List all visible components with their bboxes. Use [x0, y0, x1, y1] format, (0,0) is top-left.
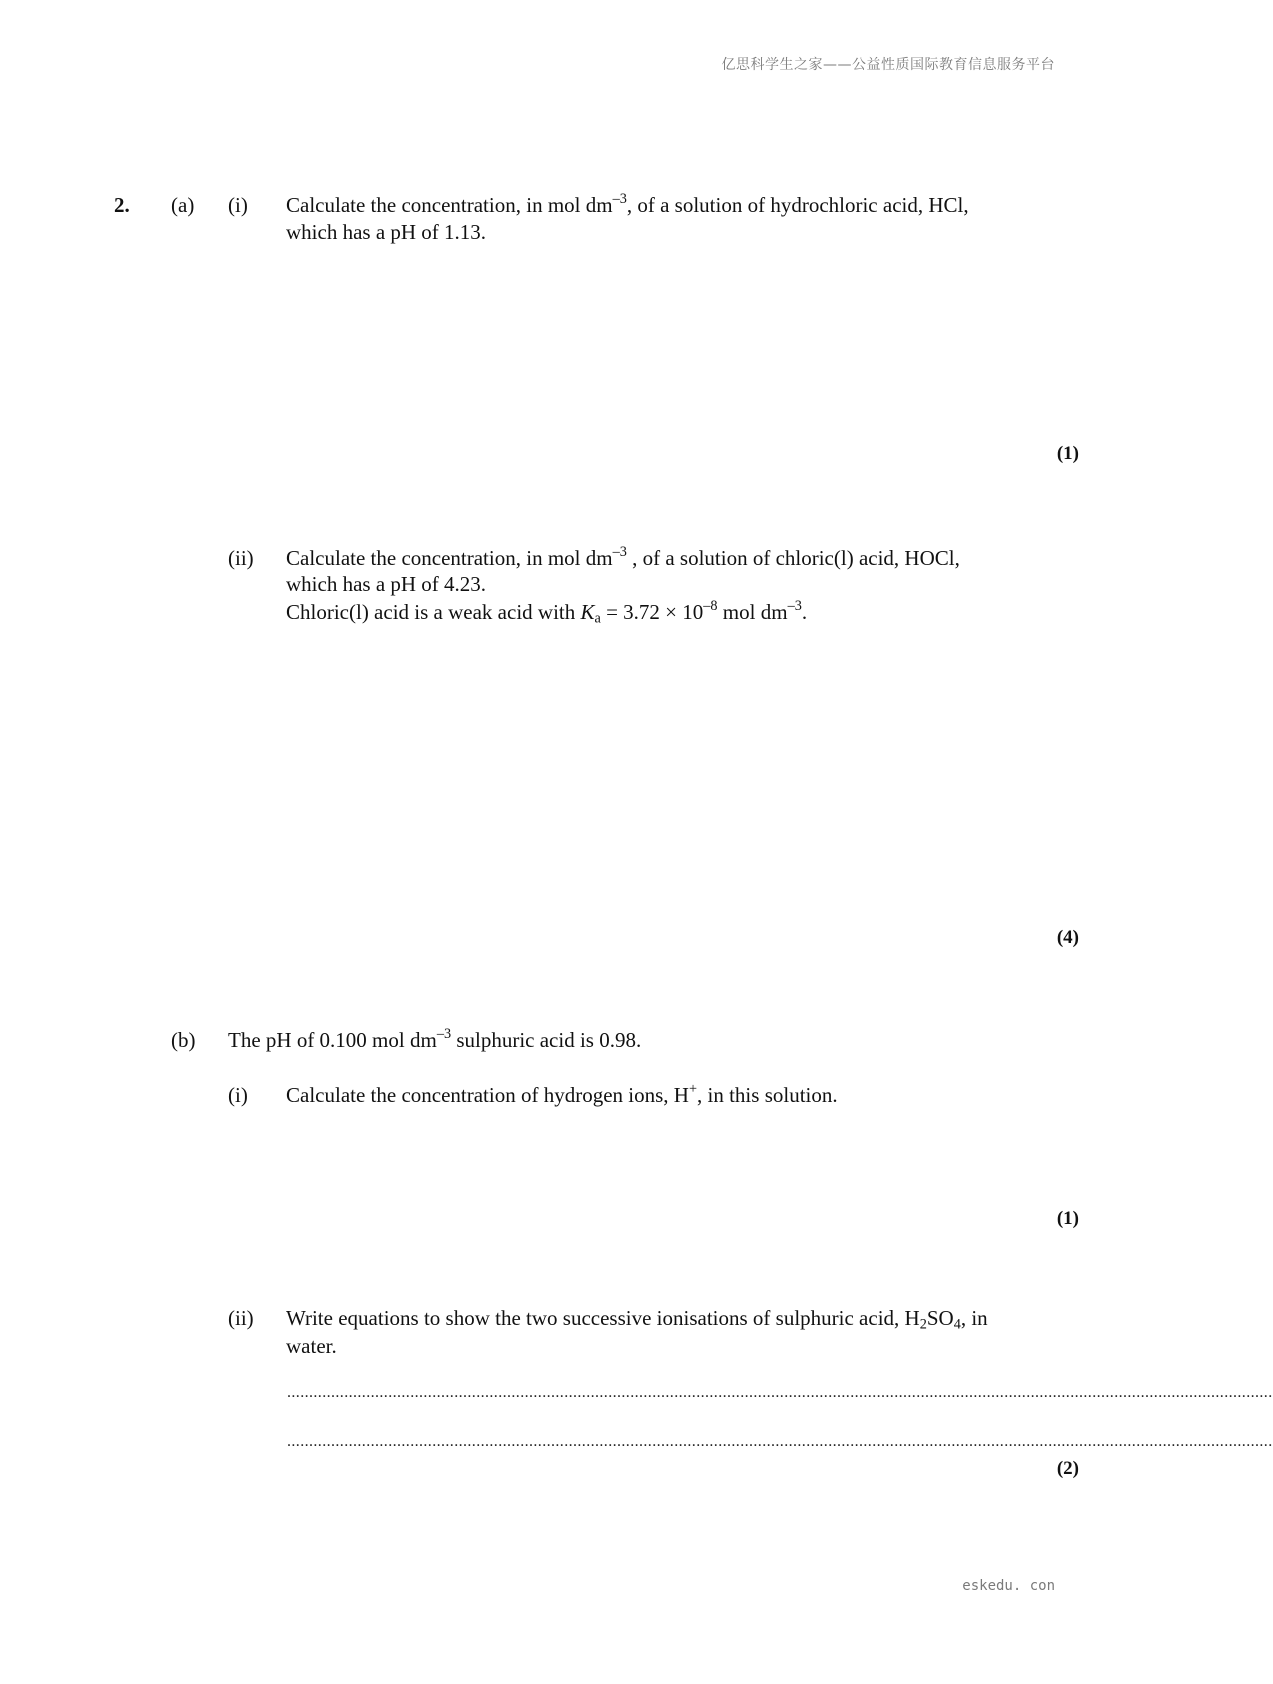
- footer-site-text: eskedu. con: [962, 1578, 1055, 1594]
- part-b-ii-line1-continuation: , in: [960, 1306, 988, 1330]
- part-a-label: (a): [171, 193, 195, 217]
- part-a-i-line1-superscript: –3: [612, 191, 627, 208]
- part-b-ii-line1-text: Write equations to show the two successive ionisations of sulphuric acid, H: [286, 1306, 920, 1330]
- ka-subscript: a: [594, 610, 601, 627]
- part-b-stem-continuation: sulphuric acid is 0.98.: [451, 1028, 642, 1052]
- part-a-i-label: (i): [228, 193, 248, 217]
- ka-symbol: K: [580, 600, 595, 624]
- part-a-ii-line1-superscript: –3: [612, 544, 627, 561]
- part-b-label: (b): [171, 1028, 196, 1052]
- part-b-i-marks: (1): [1056, 1208, 1079, 1229]
- part-b-ii-label: (ii): [228, 1306, 254, 1330]
- h2-subscript: 2: [919, 1316, 927, 1333]
- part-a-ii-line2: which has a pH of 4.23.: [286, 572, 487, 596]
- part-a-ii-line3-text: Chloric(l) acid is a weak acid with: [286, 600, 581, 624]
- part-b-stem-text: The pH of 0.100 mol dm: [228, 1028, 437, 1052]
- part-a-i-line2: which has a pH of 1.13.: [286, 220, 487, 244]
- part-a-ii-line1-continuation: , of a solution of chloric(l) acid, HOCl,: [626, 546, 960, 570]
- answer-line-2[interactable]: ................................................................................................................................................................................................................................: [287, 1433, 1273, 1450]
- answer-line-1[interactable]: ................................................................................................................................................................................................................................: [287, 1384, 1273, 1401]
- part-a-i-line1-continuation: , of a solution of hydrochloric acid, HCl,: [626, 193, 969, 217]
- part-b-ii-line1: [286, 1305, 988, 1331]
- part-a-ii-line1-text: Calculate the concentration, in mol dm: [286, 546, 613, 570]
- part-b-i-superscript: +: [688, 1081, 698, 1098]
- part-a-ii-label: (ii): [228, 546, 254, 570]
- question-number: 2.: [114, 193, 130, 217]
- part-a-ii-line1: [286, 545, 960, 571]
- ka-exponent: –8: [703, 598, 718, 615]
- ka-value: = 3.72 × 10: [600, 600, 704, 624]
- part-a-i-marks: (1): [1056, 443, 1079, 464]
- part-a-ii-marks: (4): [1056, 927, 1079, 948]
- part-a-ii-line3: [286, 599, 807, 625]
- ka-period: .: [801, 600, 808, 624]
- part-a-i-line1: [286, 192, 969, 218]
- part-b-i-text-continuation: , in this solution.: [697, 1083, 838, 1107]
- o4-subscript: 4: [953, 1316, 961, 1333]
- part-b-i-text-main: Calculate the concentration of hydrogen ions, H: [286, 1083, 689, 1107]
- part-b-i-text: [286, 1082, 838, 1108]
- part-b-stem-superscript: –3: [436, 1026, 452, 1043]
- part-b-ii-marks: (2): [1056, 1458, 1079, 1479]
- ka-unit: mol dm: [717, 600, 788, 624]
- ka-unit-exponent: –3: [787, 598, 802, 615]
- so-text: SO: [926, 1306, 954, 1330]
- part-a-i-line1-text: Calculate the concentration, in mol dm: [286, 193, 613, 217]
- part-b-stem: [228, 1027, 641, 1053]
- part-b-i-label: (i): [228, 1083, 248, 1107]
- header-platform-text: 亿思科学生之家——公益性质国际教育信息服务平台: [721, 57, 1055, 73]
- part-b-ii-line2: water.: [286, 1334, 337, 1358]
